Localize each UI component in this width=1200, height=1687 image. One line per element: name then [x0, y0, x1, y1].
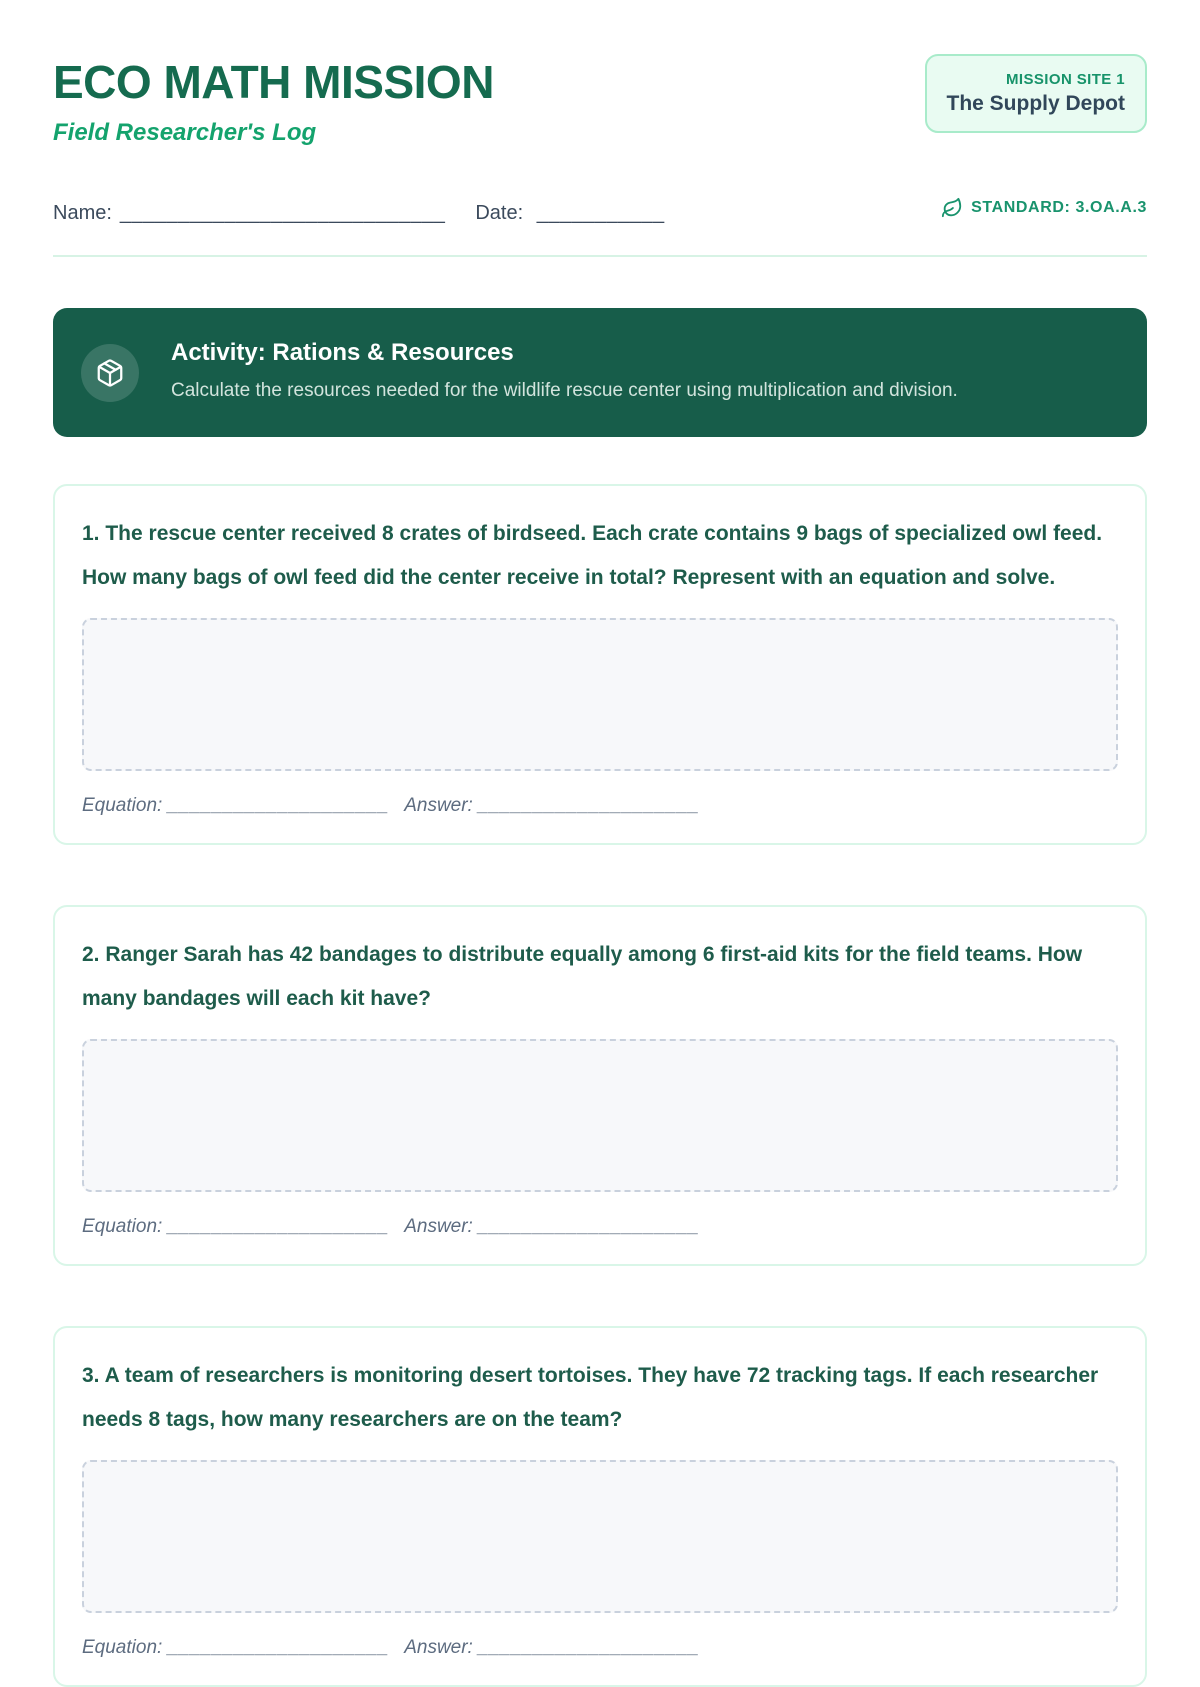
problem-text: 3. A team of researchers is monitoring desert tortoises. They have 72 tracking tags. If each researcher needs 8 tags, how many researchers are on the team?	[82, 1364, 1099, 1432]
header-divider	[53, 255, 1147, 257]
work-area[interactable]	[82, 1039, 1118, 1192]
date-label: Date:	[475, 202, 524, 225]
problem-text: 2. Ranger Sarah has 42 bandages to distribute equally among 6 first-aid kits for the field teams. How many bandages will each kit have?	[82, 942, 1083, 1011]
equation-label: Equation:	[82, 794, 163, 816]
activity-title: Activity: Rations & Resources	[171, 339, 514, 367]
title-block	[53, 58, 494, 147]
mission-site-label: MISSION SITE 1	[1006, 71, 1125, 88]
leaf-icon	[941, 197, 963, 219]
problem-text: 1. The rescue center received 8 crates of birdseed. Each crate contains 9 bags of specialized owl feed. How many bags of owl feed did the center receive in total? Represent with an equation and solve.	[82, 521, 1103, 589]
answer-blank-line[interactable]: ____________________	[478, 1216, 700, 1238]
equation-blank-line[interactable]: ____________________	[167, 1637, 389, 1659]
mission-site-badge	[925, 54, 1148, 133]
name-label: Name:	[53, 202, 112, 225]
name-blank-line[interactable]: ____________________________	[119, 202, 446, 225]
work-area[interactable]	[82, 618, 1118, 771]
work-area[interactable]	[82, 1460, 1118, 1613]
problem-card-3	[53, 1326, 1147, 1687]
equation-blank-line[interactable]: ____________________	[167, 1216, 389, 1238]
mission-site-title: The Supply Depot	[946, 92, 1125, 115]
standard-badge	[941, 197, 1147, 219]
problem-card-2	[53, 905, 1147, 1266]
activity-description: Calculate the resources needed for the wildlife rescue center using multiplication and division.	[171, 380, 958, 402]
meta-row	[53, 197, 1147, 225]
problem-card-1	[53, 484, 1147, 845]
header	[53, 58, 1147, 147]
date-blank-line[interactable]: ___________	[536, 202, 665, 225]
equation-label: Equation:	[82, 1216, 163, 1238]
answer-label: Answer:	[404, 794, 473, 816]
equation-answer-row	[82, 795, 1118, 817]
answer-blank-line[interactable]: ____________________	[478, 794, 700, 816]
date-field	[475, 202, 664, 225]
answer-label: Answer:	[404, 1216, 473, 1238]
activity-banner	[53, 308, 1147, 436]
standard-label: STANDARD: 3.OA.A.3	[971, 199, 1147, 217]
answer-blank-line[interactable]: ____________________	[478, 1637, 700, 1659]
page-subtitle: Field Researcher's Log	[53, 119, 317, 147]
equation-answer-row	[82, 1637, 1118, 1659]
equation-blank-line[interactable]: ____________________	[167, 794, 389, 816]
equation-answer-row	[82, 1216, 1118, 1238]
page-title: ECO MATH MISSION	[53, 56, 494, 108]
answer-label: Answer:	[404, 1637, 473, 1659]
package-icon	[81, 344, 139, 402]
equation-label: Equation:	[82, 1637, 163, 1659]
activity-text-block	[171, 339, 958, 405]
